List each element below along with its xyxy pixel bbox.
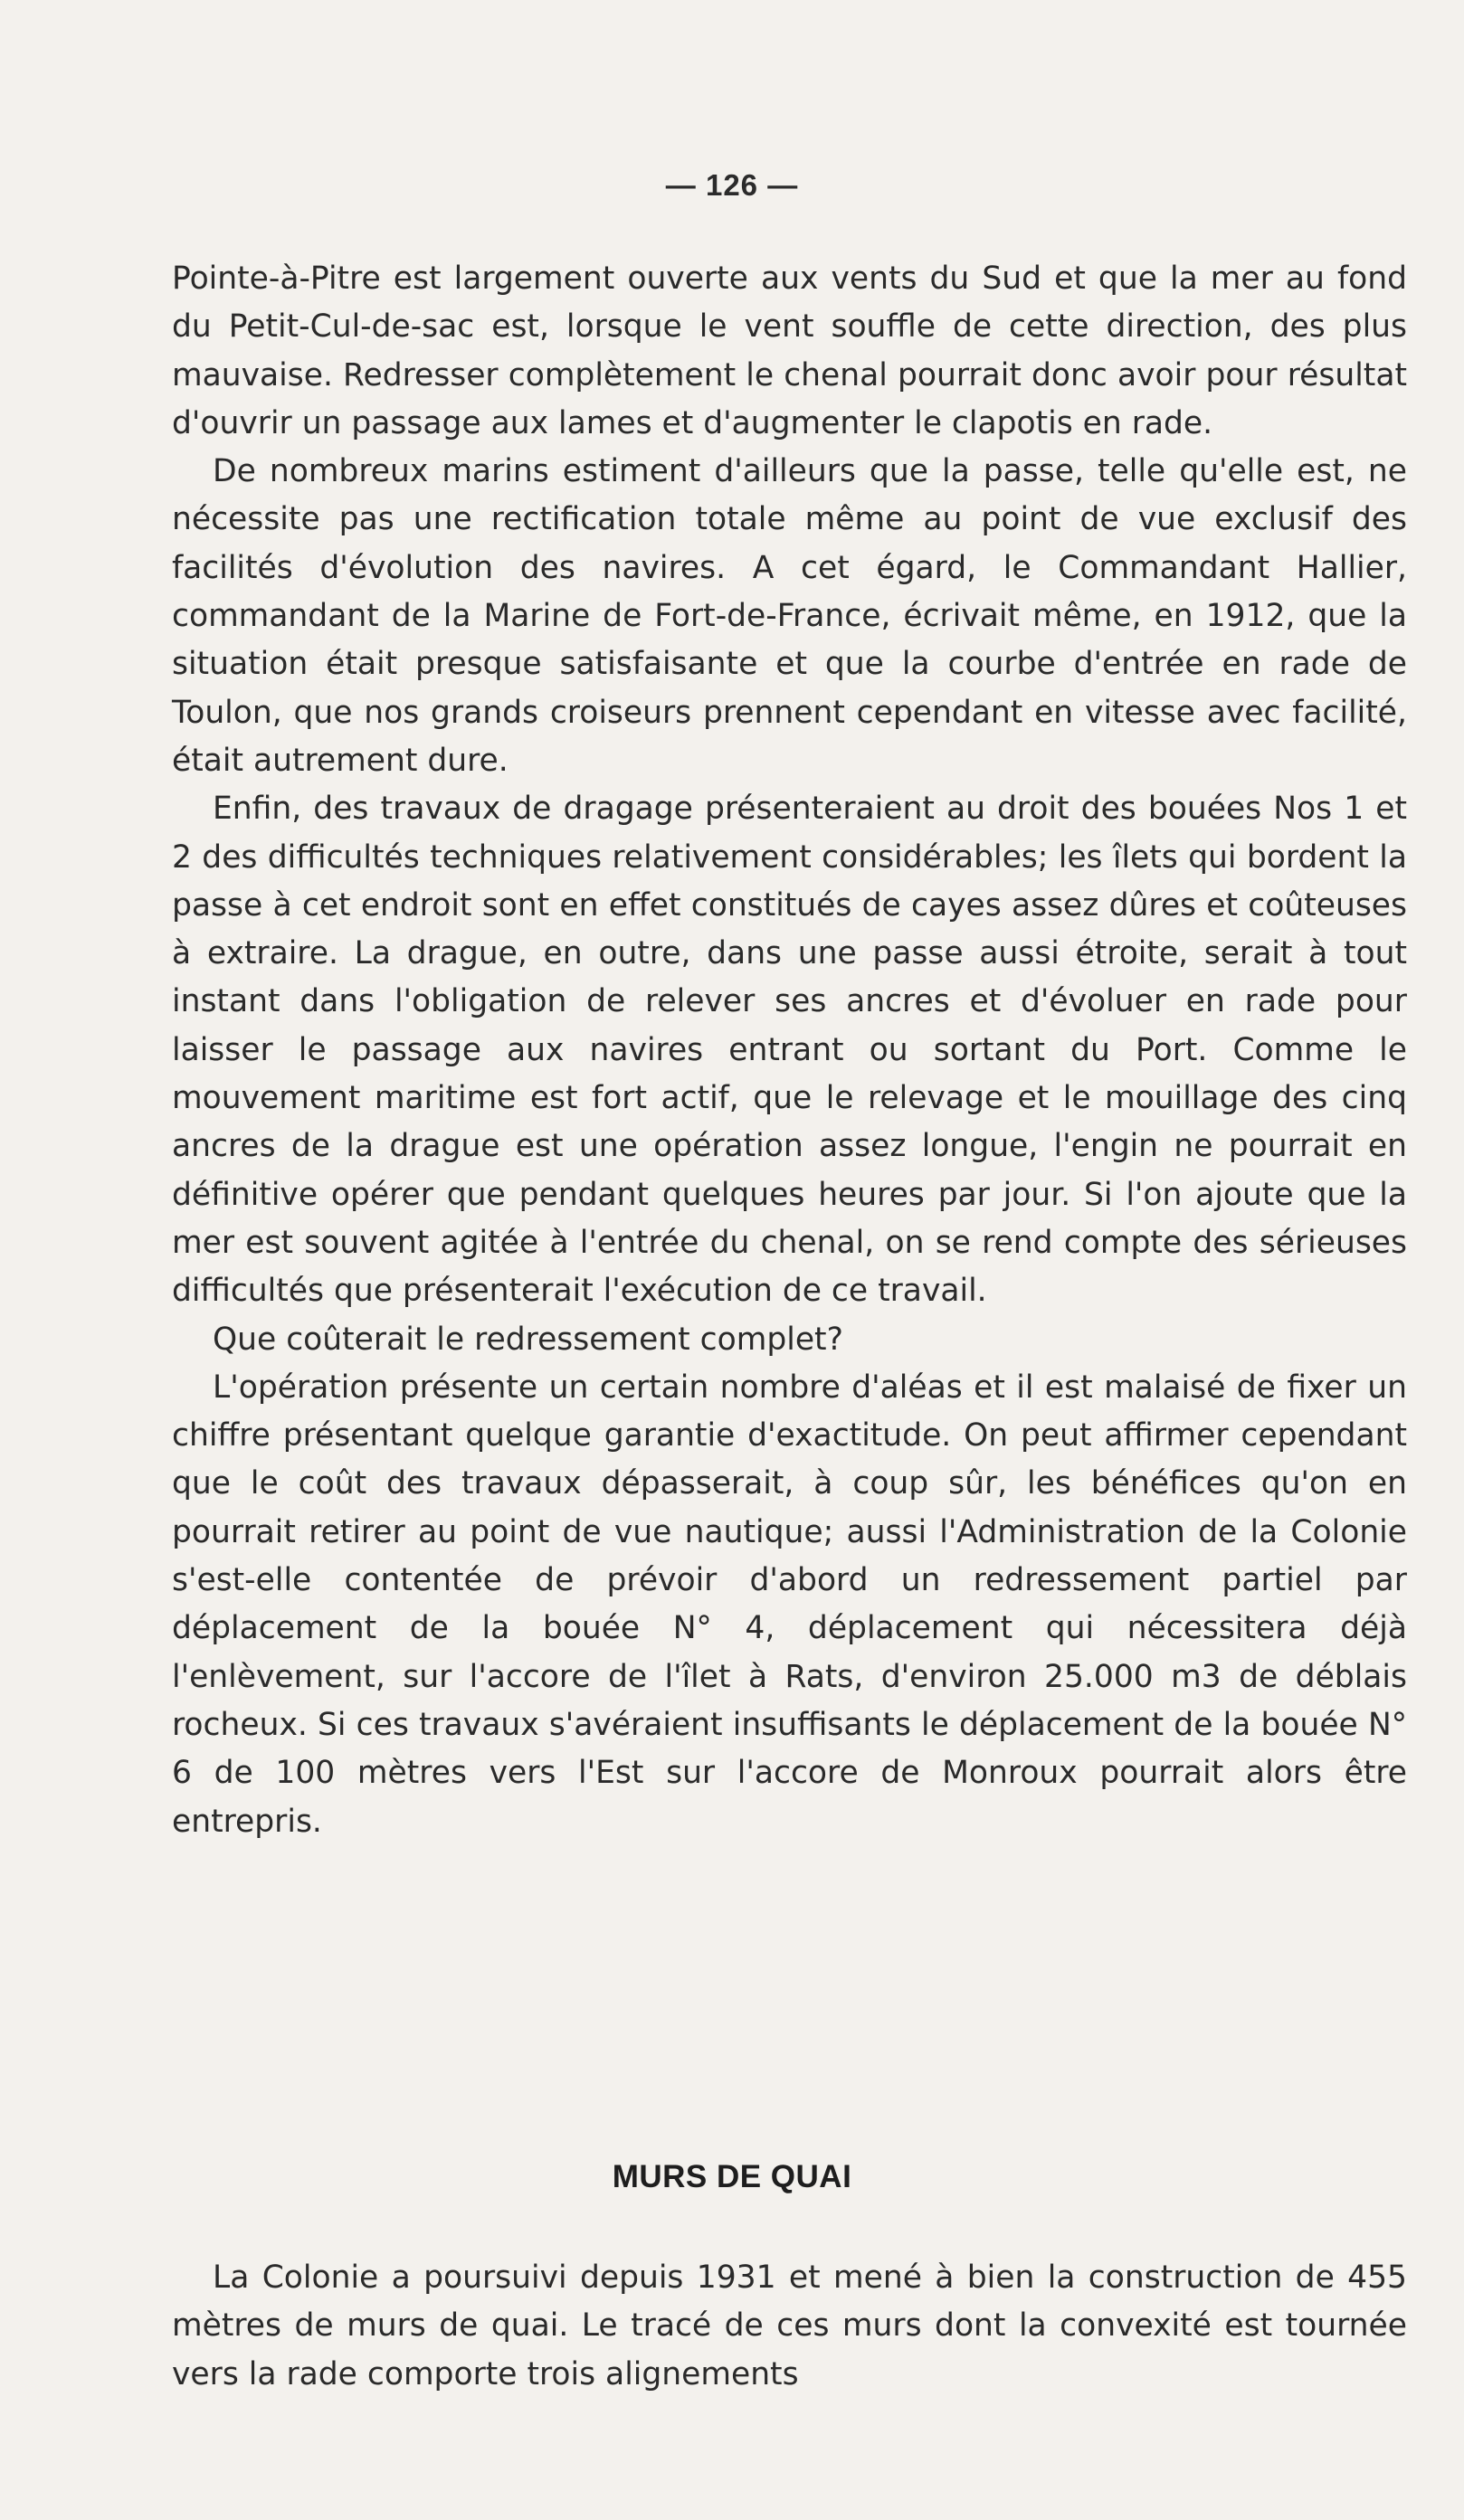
paragraph-continuation: Pointe-à-Pitre est largement ouverte aux vents du Sud et que la mer au fond du Petit-Cul-de-sac est, lorsque le vent souffle de cette direction, des plus mauvaise. Redresser complètement le chenal pourrait donc avoir pour résultat d'ouvrir un passage aux lames et d'augmenter le clapotis en rade. bbox=[172, 261, 1407, 441]
paragraph-murs-de-quai: La Colonie a poursuivi depuis 1931 et mené à bien la construction de 455 mètres de murs de quai. Le tracé de ces murs dont la convexité est tournée vers la rade comporte trois alignements bbox=[172, 2259, 1407, 2392]
paragraph-dragage: Enfin, des travaux de dragage présenteraient au droit des bouées Nos 1 et 2 des difficultés techniques relativement considérables; les îlets qui bordent la passe à cet endroit sont en effet constitués de cayes assez dûres et coûteuses à extraire. La drague, en outre, dans une passe aussi étroite, serait à tout instant dans l'obligation de relever ses ancres et d'évoluer en rade pour laisser le passage aux navires entrant ou sortant du Port. Comme le mouvement maritime est fort actif, que le relevage et le mouillage des cinq ancres de la drague est une opération assez longue, l'engin ne pourrait en définitive opérer que pendant quelques heures par jour. Si l'on ajoute que la mer est souvent agitée à l'entrée du chenal, on se rend compte des sérieuses difficultés que présenterait l'exécution de ce travail. bbox=[172, 791, 1407, 1310]
section-heading: MURS DE QUAI bbox=[612, 2159, 852, 2194]
page-number: — 126 — bbox=[665, 168, 799, 202]
paragraph-question: Que coûterait le redressement complet? bbox=[213, 1321, 843, 1358]
section-body-text bbox=[172, 2254, 1407, 2399]
paragraph-operation: L'opération présente un certain nombre d'aléas et il est malaisé de fixer un chiffre présentant quelque garantie d'exactitude. On peut affirmer cependant que le coût des travaux dépasserait, à coup sûr, les bénéfices qu'on en pourrait retirer au point de vue nautique; aussi l'Administration de la Colonie s'est-elle contentée de prévoir d'abord un redressement partiel par déplacement de la bouée N° 4, déplacement qui nécessitera déjà l'enlèvement, sur l'accore de l'îlet à Rats, d'environ 25.000 m3 de déblais rocheux. Si ces travaux s'avéraient insuffisants le déplacement de la bouée N° 6 de 100 mètres vers l'Est sur l'accore de Monroux pourrait alors être entrepris. bbox=[172, 1369, 1407, 1840]
body-text bbox=[172, 255, 1407, 1846]
paragraph-marins: De nombreux marins estiment d'ailleurs que la passe, telle qu'elle est, ne nécessite pas une rectification totale même au point de vue exclusif des facilités d'évolution des navires. A cet égard, le Commandant Hallier, commandant de la Marine de Fort-de-France, écrivait même, en 1912, que la situation était presque satisfaisante et que la courbe d'entrée en rade de Toulon, que nos grands croiseurs prennent cependant en vitesse avec facilité, était autrement dure. bbox=[172, 453, 1407, 779]
